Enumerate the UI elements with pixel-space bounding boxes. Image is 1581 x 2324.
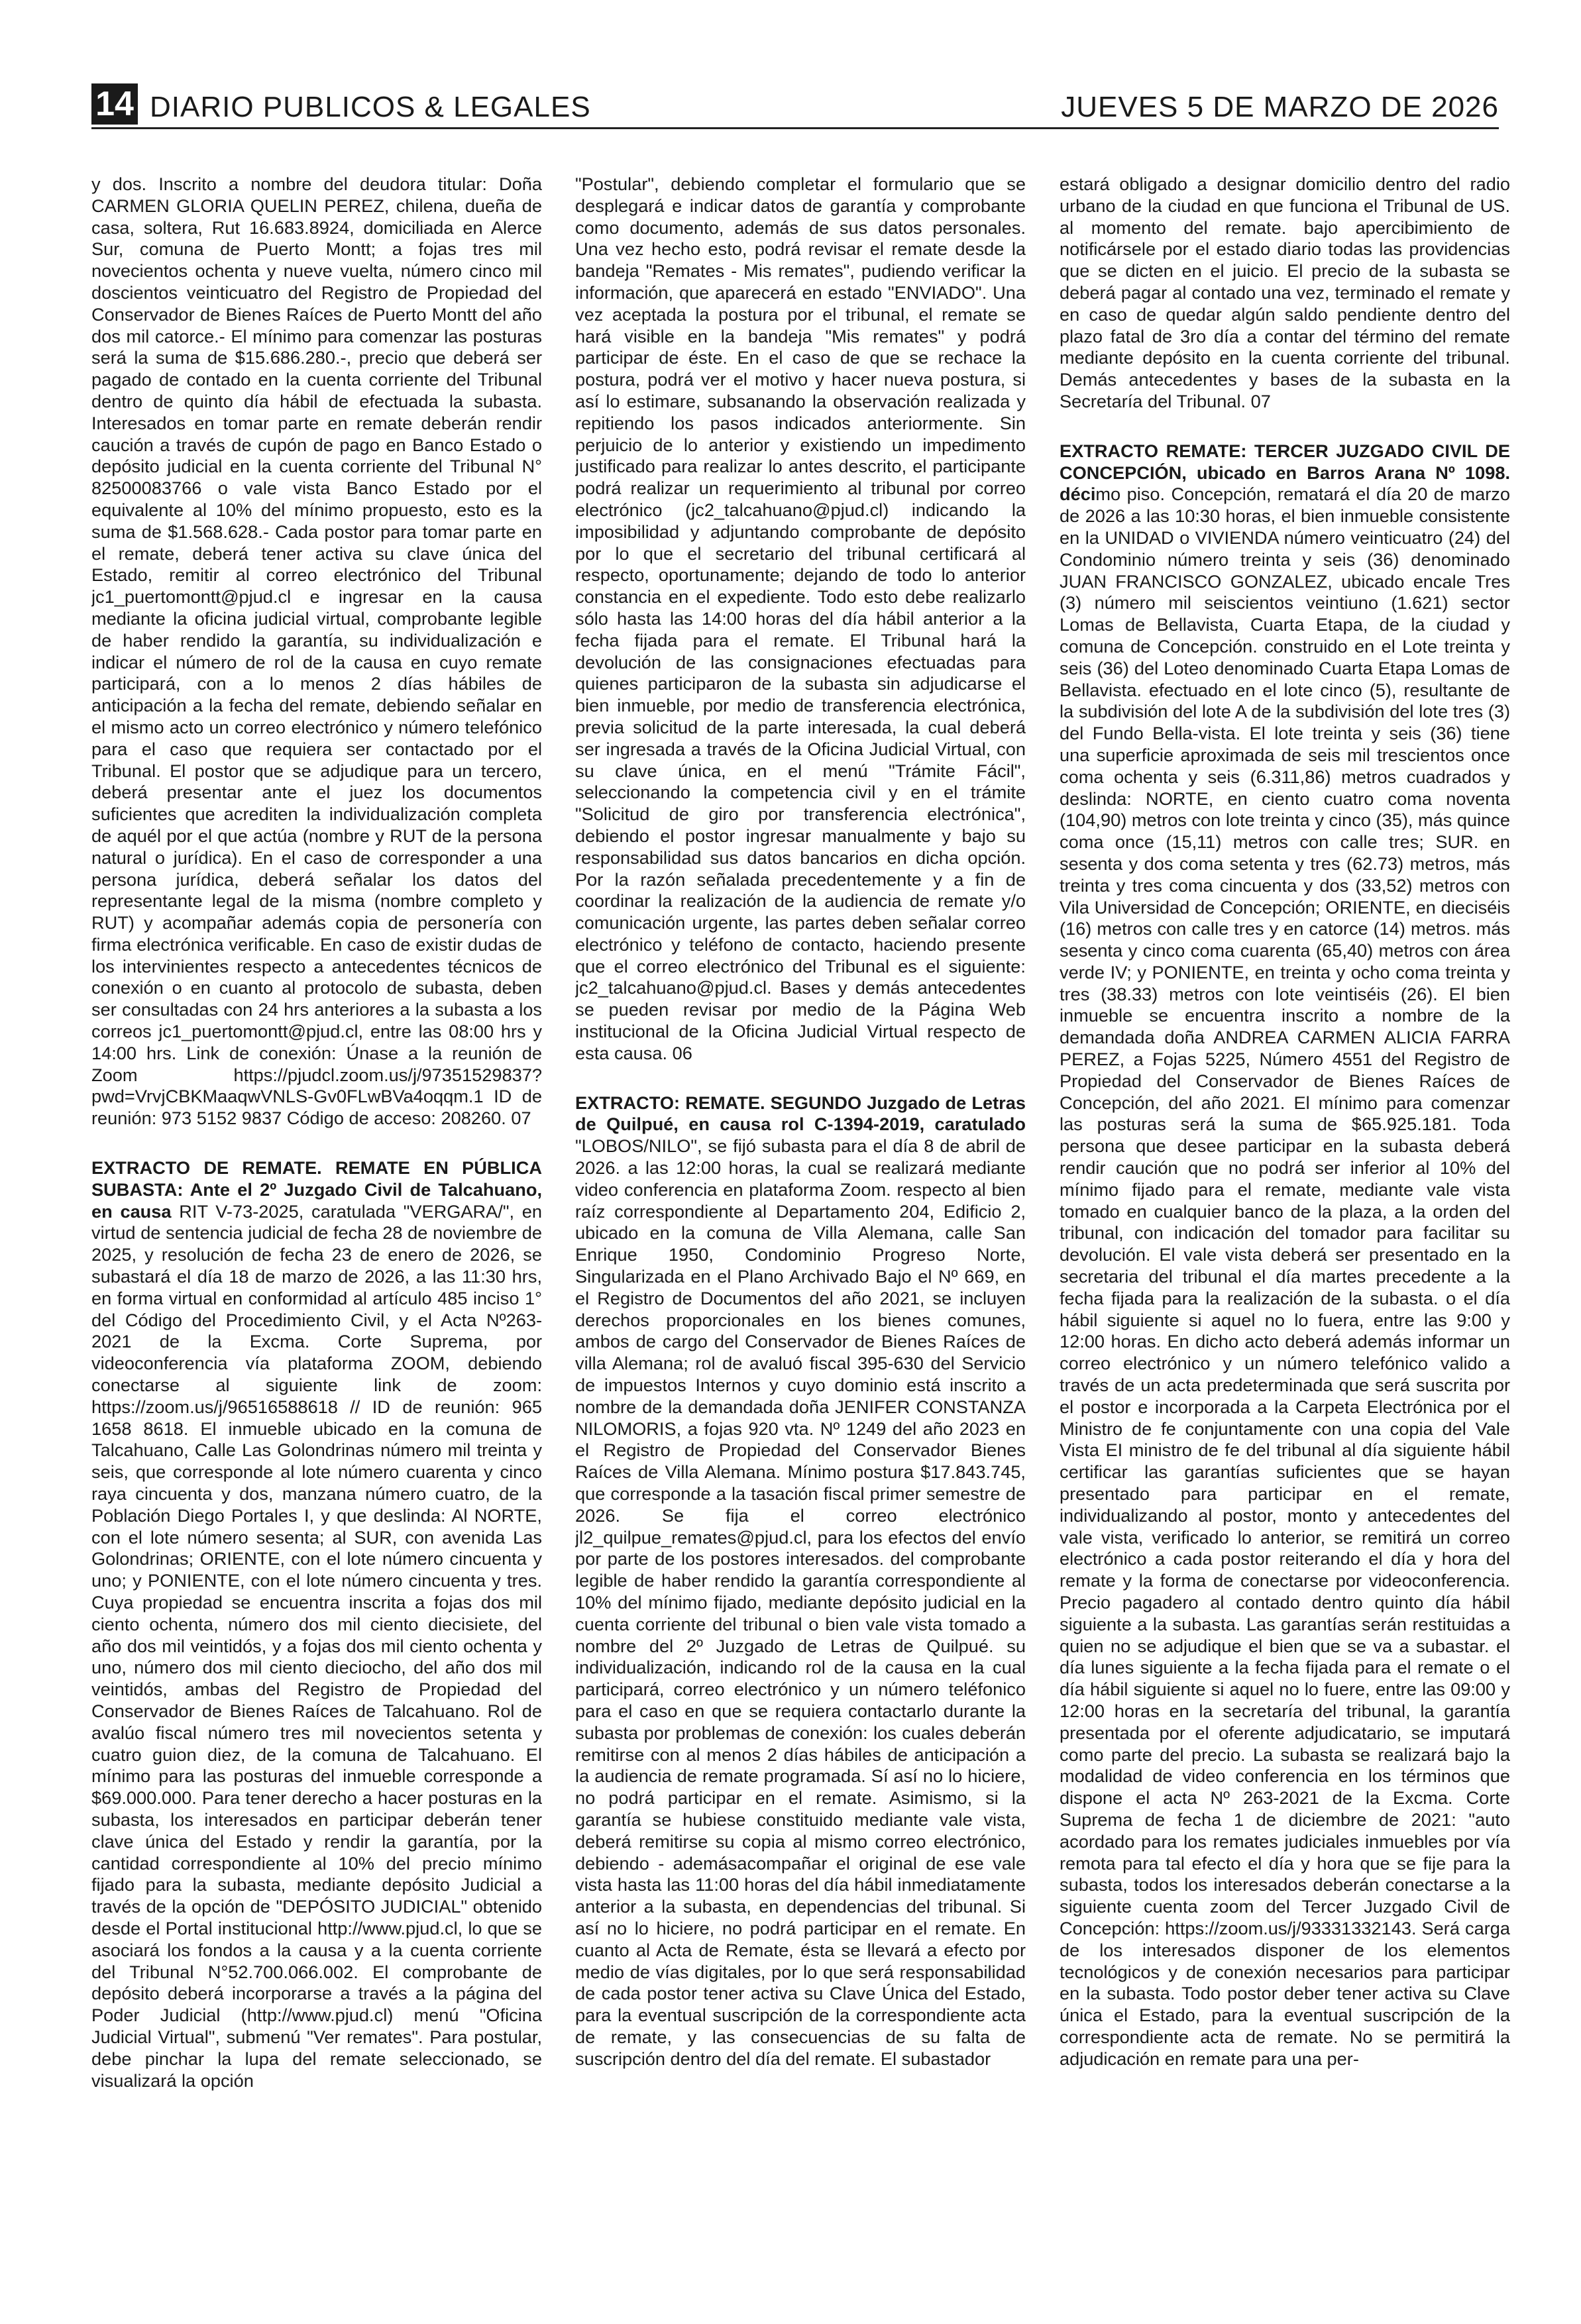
- notice-talcahuano: [91, 1157, 542, 2091]
- page-header: [91, 81, 1499, 129]
- notice-heading: EXTRACTO: REMATE. SEGUNDO Juzgado de Letras de Quilpué, en causa rol C-1394-2019, caratulado: [575, 1092, 1026, 1135]
- column-2: [575, 174, 1026, 2287]
- paper-name: DIARIO PUBLICOS & LEGALES: [150, 91, 591, 123]
- column-3: [1060, 174, 1510, 2287]
- notice-continuation-talcahuano: "Postular", debiendo completar el formulario que se desplegará e indicar datos de garantía y comprobante como documento, además de sus datos personales. Una vez hecho esto, podrá revisar el remate desde la bandeja "Remates - Mis remates", pudiendo verificar la información, que aparecerá en estado "ENVIADO". Una vez aceptada la postura por el tribunal, el remate se hará visible en la bandeja "Mis remates" y podrá participar de éste. En el caso de que se rechace la postura, podrá ver el motivo y hacer nueva postura, si así lo estimare, subsanando la observación realizada y repitiendo los pasos indicados anteriormente. Sin perjuicio de lo anterior y existiendo un impedimento justificado para realizar lo antes descrito, el participante podrá realizar un requerimiento al tribunal por correo electrónico (jc2_talcahuano@pjud.cl) indicando la imposibilidad y adjuntando comprobante de depósito por lo que el secretario del tribunal certificará al respecto, oportunamente; dejando de todo lo anterior constancia en el expediente. Todo esto debe realizarlo sólo hasta las 14:00 horas del día hábil anterior a la fecha fijada para el remate. El Tribunal hará la devolución de las consignaciones efectuadas para quienes participaron de la subasta sin adjudicarse el bien inmueble, por medio de transferencia electrónica, previa solicitud de la parte interesada, la cual deberá ser ingresada a través de la Oficina Judicial Virtual, con su clave única, en el menú "Trámite Fácil", seleccionando la competencia civil y en el trámite "Solicitud de giro por transferencia electrónica", debiendo el postor ingresar manualmente y bajo su responsabilidad sus datos bancarios en dicha opción. Por la razón señalada precedentemente y a fin de coordinar la realización de la audiencia de remate y/o comunicación urgente, las partes deben señalar correo electrónico y teléfono de contacto, haciendo presente que el correo electrónico del Tribunal es el siguiente: jc2_talcahuano@pjud.cl. Bases y demás antecedentes se pueden revisar por medio de la Página Web institucional de la Oficina Judicial Virtual respecto de esta causa. 06: [575, 174, 1026, 1063]
- notice-body: mo piso. Concepción, rematará el día 20 de marzo de 2026 a las 10:30 horas, el bien inmueble consistente en la UNIDAD o VIVIENDA número veinticuatro (24) del Condominio número treinta y seis (36) denominado JUAN FRANCISCO GONZALEZ, ubicado encale Tres (3) número mil seiscientos veintiuno (1.621) sector Lomas de Bellavista, Cuarta Etapa, de la ciudad y comuna de Concepción. construido en el Lote treinta y seis (36) del Loteo denominado Cuarta Etapa Lomas de Bellavista. efectuado en el lote cinco (5), resultante de la subdivisión del lote A de la subdivisión del lote tres (3) del Fundo Bella-vista. El lote treinta y seis (36) tiene una superficie aproximada de seis mil trescientos once coma ochenta y seis (6.311,86) metros cuadrados y deslinda: NORTE, en ciento cuatro coma noventa (104,90) metros con lote treinta y cinco (35), más quince coma once (15,11) metros con calle tres; SUR. en sesenta y dos coma setenta y tres (62.73) metros, más treinta y tres coma cincuenta y dos (33,52) metros con Vila Universidad de Concepción; ORIENTE, en dieciséis (16) metros con calle tres y en catorce (14) metros. más sesenta y cinco coma cuarenta (65,40) metros con área verde IV; y PONIENTE, en treinta y ocho coma treinta y tres (38.33) metros con lote veintiséis (26). El bien inmueble se encuentra inscrito a nombre de la demandada doña ANDREA CARMEN ALICIA FARRA PEREZ, a Fojas 5225, Número 4551 del Registro de Propiedad del Conservador de Bienes Raíces de Concepción, del año 2021. El mínimo para comenzar las posturas será la suma de $65.925.181. Toda persona que desee participar en la subasta deberá rendir caución que no podrá ser inferior al 10% del mínimo fijado para el remate, mediante vale vista tomado en cualquier banco de la plaza, a la orden del tribunal, con indicación del tomador para facilitar su devolución. El vale vista deberá ser presentado en la secretaria del tribunal el día martes precedente a la fecha fijada para la realización de la subasta. o el día hábil siguiente si aquel no lo fuera, entre las 9:00 y 12:00 horas. En dicho acto deberá además informar un correo electrónico y un número telefónico valido a través de un acta predeterminada que será suscrita por el postor e incorporada a la Carpeta Electrónica por el Ministro de fe conjuntamente con una copia del Vale Vista EI ministro de fe del tribunal al día siguiente hábil certificar las garantías suficientes que se hayan presentado para participar en el remate, individualizando al postor, monto y antecedentes del vale vista, verificado lo anterior, se remitirá un correo electrónico a cada postor reiterando el día y hora del remate y la forma de conectarse por videoconferencia. Precio pagadero al contado dentro quinto día hábil siguiente a la subasta. Las garantías serán restituidas a quien no se adjudique el bien que se va a subastar. el día lunes siguiente a la fecha fijada para el remate o el día hábil siguiente si aquel no lo fuere, entre las 09:00 y 12:00 horas en la secretaría del tribunal, la garantía presentada por el oferente adjudicatario, se imputará como parte del precio. La subasta se realizará bajo la modalidad de video conferencia en los términos que dispone el acta Nº 263-2021 de la Excma. Corte Suprema de fecha 1 de diciembre de 2021: "auto acordado para los remates judiciales inmuebles por vía remota para tal efecto el día y hora que se fije para la subasta, todos los interesados deberán conectarse a la siguiente cuenta zoom del Tercer Juzgado Civil de Concepción: https://zoom.us/j/93331332143. Será carga de los interesados disponer de los elementos tecnológicos y de conexión necesarios para participar en la subasta. Todo postor deber tener activa su Clave única el Estado, para la eventual suscripción de la correspondiente acta de remate. No se permitirá la adjudicación en remate para una per-: [1060, 484, 1510, 2069]
- page-number: 14: [91, 83, 138, 125]
- column-1: [91, 174, 542, 2287]
- notice-concepcion: [1060, 441, 1510, 2070]
- notice-heading: EXTRACTO REMATE: TERCER JUZGADO CIVIL DE CONCEPCIÓN, ubicado en Barros Arana Nº 1098. déci: [1060, 440, 1510, 505]
- notice-heading: EXTRACTO DE REMATE. REMATE EN PÚBLICA SUBASTA: Ante el 2º Juzgado Civil de Talcahuano, en causa: [91, 1157, 542, 1222]
- notice-continuation-puerto-montt: y dos. Inscrito a nombre del deudora titular: Doña CARMEN GLORIA QUELIN PEREZ, chilena, dueña de casa, soltera, Rut 16.683.8924, domiciliada en Alerce Sur, comuna de Puerto Montt; a fojas tres mil novecientos ochenta y nueve vuelta, número cinco mil doscientos veinticuatro del Registro de Propiedad del Conservador de Bienes Raíces de Puerto Montt del año dos mil catorce.- El mínimo para comenzar las posturas será la suma de $15.686.280.-, precio que deberá ser pagado de contado en la cuenta corriente del Tribunal dentro de quinto día hábil de efectuada la subasta. Interesados en tomar parte en remate deberán rendir caución a través de cupón de pago en Banco Estado o depósito judicial en la cuenta corriente del Tribunal N° 82500083766 o vale vista Banco Estado por el equivalente al 10% del mínimo propuesto, esto es la suma de $1.568.628.- Cada postor para tomar parte en el remate, deberá tener activa su clave única del Estado, remitir al correo electrónico del Tribunal jc1_puertomontt@pjud.cl e ingresar en la causa mediante la oficina judicial virtual, comprobante legible de haber rendido la garantía, su individualización e indicar el número de rol de la causa en cuyo remate participará, con a lo menos 2 días hábiles de anticipación a la fecha del remate, debiendo señalar en el mismo acto un correo electrónico y número telefónico para el caso que requiera ser contactado por el Tribunal. El postor que se adjudique para un tercero, deberá presentar ante el juez los documentos suficientes que acrediten la individualización completa de aquél por el que actúa (nombre y RUT de la persona natural o jurídica). En el caso de corresponder a una persona jurídica, deberá señalar los datos del representante legal de la misma (nombre completo y RUT) y acompañar además copia de personería con firma electrónica verificable. En caso de existir dudas de los intervinientes respecto a antecedentes técnicos de conexión o en cuanto al protocolo de subasta, deben ser consultadas con 24 hrs anteriores a la subasta a los correos jc1_puertomontt@pjud.cl, entre las 08:00 hrs y 14:00 hrs. Link de conexión: Únase a la reunión de Zoom https://pjudcl.zoom.us/j/97351529837?pwd=VrvjCBKMaaqwVNLS-Gv0FLwBVa4oqqm.1 ID de reunión: 973 5152 9837 Código de acceso: 208260. 07: [91, 174, 542, 1129]
- notice-continuation-quilpue: estará obligado a designar domicilio dentro del radio urbano de la ciudad en que funciona el Tribunal de US. al momento del remate. bajo apercibimiento de notificársele por el estado diario todas las providencias que se dicten en el juicio. El precio de la subasta se deberá pagar al contado una vez, terminado el remate y en caso de quedar algún saldo pendiente dentro del plazo fatal de 3ro día a contar del término del remate mediante depósito en la cuenta corriente del tribunal. Demás antecedentes y bases de la subasta en la Secretaría del Tribunal. 07: [1060, 174, 1510, 411]
- issue-date: JUEVES 5 DE MARZO DE 2026: [1061, 91, 1499, 123]
- notice-body: RIT V-73-2025, caratulada "VERGARA/", en virtud de sentencia judicial de fecha 28 de noviembre de 2025, y resolución de fecha 23 de enero de 2026, se subastará el día 18 de marzo de 2026, a las 11:30 hrs, en forma virtual en conformidad al artículo 485 inciso 1° del Código del Procedimiento Civil, y el Acta Nº263- 2021 de la Excma. Corte Suprema, por videoconferencia vía plataforma ZOOM, debiendo conectarse al siguiente link de zoom: https://zoom.us/j/96516588618 // ID de reunión: 965 1658 8618. El inmueble ubicado en la comuna de Talcahuano, Calle Las Golondrinas número mil treinta y seis, que corresponde al lote número cuarenta y cinco raya cincuenta y dos, manzana número cuatro, de la Población Diego Portales I, y que deslinda: Al NORTE, con el lote número sesenta; al SUR, con avenida Las Golondrinas; ORIENTE, con el lote número cincuenta y uno; y PONIENTE, con el lote número cincuenta y tres. Cuya propiedad se encuentra inscrita a fojas dos mil ciento ochenta, número dos mil ciento diecisiete, del año dos mil veintidós, y a fojas dos mil ciento ochenta y uno, número dos mil ciento dieciocho, del año dos mil veintidós, ambas del Registro de Propiedad del Conservador de Bienes Raíces de Talcahuano. Rol de avalúo fiscal número tres mil novecientos setenta y cuatro guion diez, de la comuna de Talcahuano. El mínimo para las posturas del inmueble corresponde a $69.000.000. Para tener derecho a hacer posturas en la subasta, los interesados en participar deberán tener clave única del Estado y rendir la garantía, por la cantidad correspondiente al 10% del precio mínimo fijado para la subasta, mediante depósito Judicial a través de la opción de "DEPÓSITO JUDICIAL" obtenido desde el Portal institucional http://www.pjud.cl, lo que se asociará los fondos a la causa y a la cuenta corriente del Tribunal N°52.700.066.002. El comprobante de depósito deberá incorporarse a través a la página del Poder Judicial (http://www.pjud.cl) menú "Oficina Judicial Virtual", submenú "Ver remates". Para postular, debe pinchar la lupa del remate seleccionado, se visualizará la opción: [91, 1200, 542, 2091]
- notice-body: "LOBOS/NILO", se fijó subasta para el día 8 de abril de 2026. a las 12:00 horas, la cual se realizará mediante video conferencia en plataforma Zoom. respecto al bien raíz correspondiente al Departamento 204, Edificio 2, ubicado en la comuna de Villa Alemana, calle San Enrique 1950, Condominio Progreso Norte, Singularizada en el Plano Archivado Bajo el Nº 669, en el Registro de Documentos del año 2021, se incluyen derechos proporcionales en los bienes comunes, ambos de cargo del Conservador de Bienes Raíces de villa Alemana; rol de avaluó fiscal 395-630 del Servicio de impuestos Internos y cuyo dominio está inscrito a nombre de la demandada doña JENIFER CONSTANZA NILOMORIS, a fojas 920 vta. Nº 1249 del año 2023 en el Registro de Propiedad del Conservador Bienes Raíces de Villa Alemana. Mínimo postura $17.843.745, que corresponde a la tasación fiscal primer semestre de 2026. Se fija el correo electrónico jl2_quilpue_remates@pjud.cl, para los efectos del envío por parte de los postores interesados. del comprobante legible de haber rendido la garantía correspondiente al 10% del mínimo fijado, mediante depósito judicial en la cuenta corriente del tribunal o bien vale vista tomado a nombre del 2º Juzgado de Letras de Quilpué. su individualización, indicando rol de la causa en la cual participará, correo electrónico y un número teléfonico para el caso en que se requiera contactarlo durante la subasta por problemas de conexión: los cuales deberán remitirse con al menos 2 días hábiles de anticipación a la audiencia de remate programada. Sí así no lo hiciere, no podrá participar en el remate. Asimismo, si la garantía se hubiese constituido mediante vale vista, deberá remitirse su copia al mismo correo electrónico, debiendo - ademásacompañar el original de ese vale vista hasta las 11:00 horas del día hábil inmediatamente anterior a la subasta, en dependencias del tribunal. Si así no lo hiciere, no podrá participar en el remate. En cuanto al Acta de Remate, ésta se llevará a efecto por medio de vías digitales, por lo que será responsabilidad de cada postor tener activa su Clave Única del Estado, para la eventual suscripción de la correspondiente acta de remate, y las consecuencias de su falta de suscripción dentro del día del remate. El subastador: [575, 1136, 1026, 2069]
- notice-quilpue: [575, 1092, 1026, 2070]
